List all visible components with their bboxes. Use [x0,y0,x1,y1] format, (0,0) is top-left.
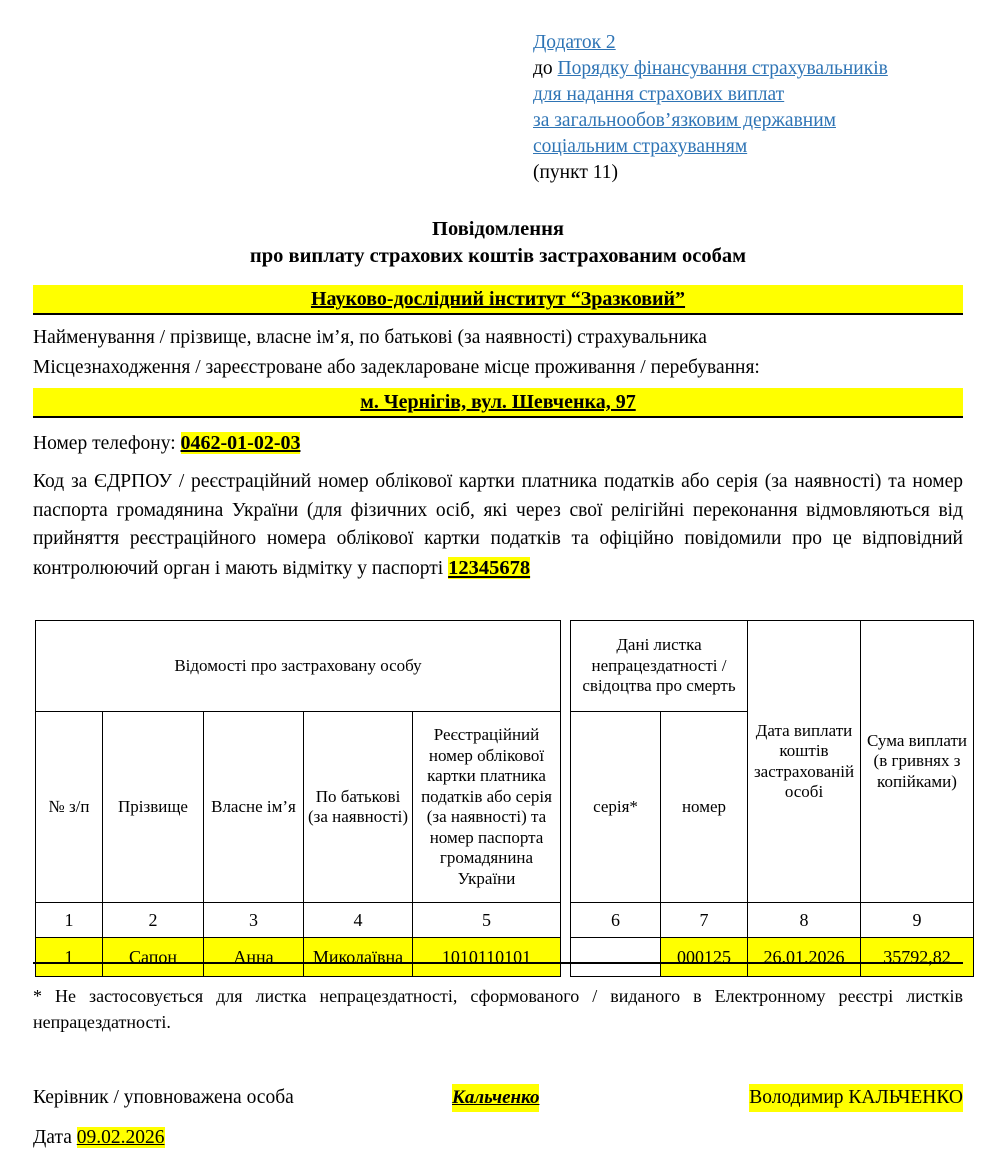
procedure-line-1 [533,56,963,82]
date-row [33,1124,165,1152]
phone-label: Номер телефону: [33,433,181,454]
column-header-series: серія* [571,712,661,903]
signature-role-label: Керівник / уповноважена особа [33,1087,294,1108]
page-title-line2: про виплату страхових коштів застрахованим особам [249,245,747,267]
date-value[interactable]: 09.02.2026 [76,1127,165,1148]
procedure-link-2[interactable]: для надання страхових виплат [533,84,785,105]
procedure-point: (пункт 11) [533,162,618,183]
column-number-5: 5 [413,903,561,938]
procedure-link-4[interactable]: соціальним страхуванням [533,136,748,157]
address-value: м. Чернігів, вул. Шевченка, 97 [360,391,636,413]
tax-code-paragraph [33,468,963,583]
signature-row [33,1084,963,1112]
column-number-3: 3 [204,903,304,938]
column-number-7: 7 [661,903,748,938]
column-number-4: 4 [304,903,413,938]
group-header-sick-leave: Дані листка непрацездатності / свідоцтва про смерть [571,621,748,712]
column-number-6: 6 [571,903,661,938]
table-row [36,938,974,977]
group-header-person-info: Відомості про застраховану особу [36,621,561,712]
signature-mark[interactable]: Кальченко [452,1084,539,1112]
column-header-amount: Сума виплати (в гривнях з копійками) [861,621,974,903]
procedure-link-1[interactable]: Порядку фінансування страхувальників [557,58,888,79]
organisation-name-field[interactable] [33,285,963,315]
procedure-line-2 [533,82,963,108]
phone-value[interactable]: 0462-01-02-03 [180,432,301,454]
column-header-payment-date: Дата виплати коштів застрахованій особі [748,621,861,903]
tax-code-value[interactable]: 12345678 [448,556,531,579]
footnote-divider [33,962,963,964]
procedure-line-4 [533,134,963,160]
table-column-gap [561,621,571,977]
payments-table [35,620,974,977]
table-group-header-row [36,621,974,712]
procedure-link-3[interactable]: за загальнообов’язковим державним [533,110,836,131]
column-header-surname: Прізвище [103,712,204,903]
column-number-1: 1 [36,903,103,938]
phone-line [33,429,300,458]
page-title-line1: Повідомлення [432,218,564,240]
organisation-name-caption: Найменування / прізвище, власне ім’я, по батькові (за наявності) страхувальника [33,327,707,348]
column-header-patronymic: По батькові (за наявності) [304,712,413,903]
signature-full-name[interactable]: Володимир КАЛЬЧЕНКО [749,1084,963,1112]
cell-surname[interactable]: Сапон [103,938,204,977]
cell-given-name[interactable]: Анна [204,938,304,977]
column-header-given-name: Власне ім’я [204,712,304,903]
column-number-2: 2 [103,903,204,938]
procedure-line-3 [533,108,963,134]
tax-code-paragraph-text: Код за ЄДРПОУ / реєстраційний номер облікової картки платника податків або серія (за наявності) та номер паспорта громадянина України (для фізичних осіб, які через свої релігійні переконання відмовляються від прийняття реєстраційного номера облікової картки податків та офіційно повідомили про це відповідний контролюючий орган і мають відмітку у паспорті [33,471,963,579]
cell-amount[interactable]: 35792,82 [861,938,974,977]
date-label: Дата [33,1127,77,1148]
table-column-number-row [36,903,974,938]
address-caption: Місцезнаходження / зареєстроване або задеклароване місце проживання / перебування: [33,357,760,378]
column-number-9: 9 [861,903,974,938]
appendix-link[interactable]: Додаток 2 [533,32,616,53]
column-header-no: № з/п [36,712,103,903]
cell-series[interactable] [571,938,661,977]
appendix-line [533,30,963,56]
column-number-8: 8 [748,903,861,938]
page-title [33,216,963,270]
column-header-number: номер [661,712,748,903]
payments-table-wrapper [35,620,967,977]
appendix-reference-block [533,30,963,186]
column-header-tax-number: Реєстраційний номер облікової картки платника податків або серія (за наявності) та номер паспорта громадянина України [413,712,561,903]
organisation-name-value: Науково-дослідний інститут “Зразковий” [310,288,686,310]
cell-patronymic[interactable]: Миколаївна [304,938,413,977]
cell-no[interactable]: 1 [36,938,103,977]
address-field[interactable] [33,388,963,418]
cell-tax-number[interactable]: 1010110101 [413,938,561,977]
cell-number[interactable]: 000125 [661,938,748,977]
cell-payment-date[interactable]: 26.01.2026 [748,938,861,977]
footnote-text: * Не застосовується для листка непрацездатності, сформованого / виданого в Електронному реєстрі листків непрацездатності. [33,986,963,1032]
procedure-prefix: до [533,58,558,79]
